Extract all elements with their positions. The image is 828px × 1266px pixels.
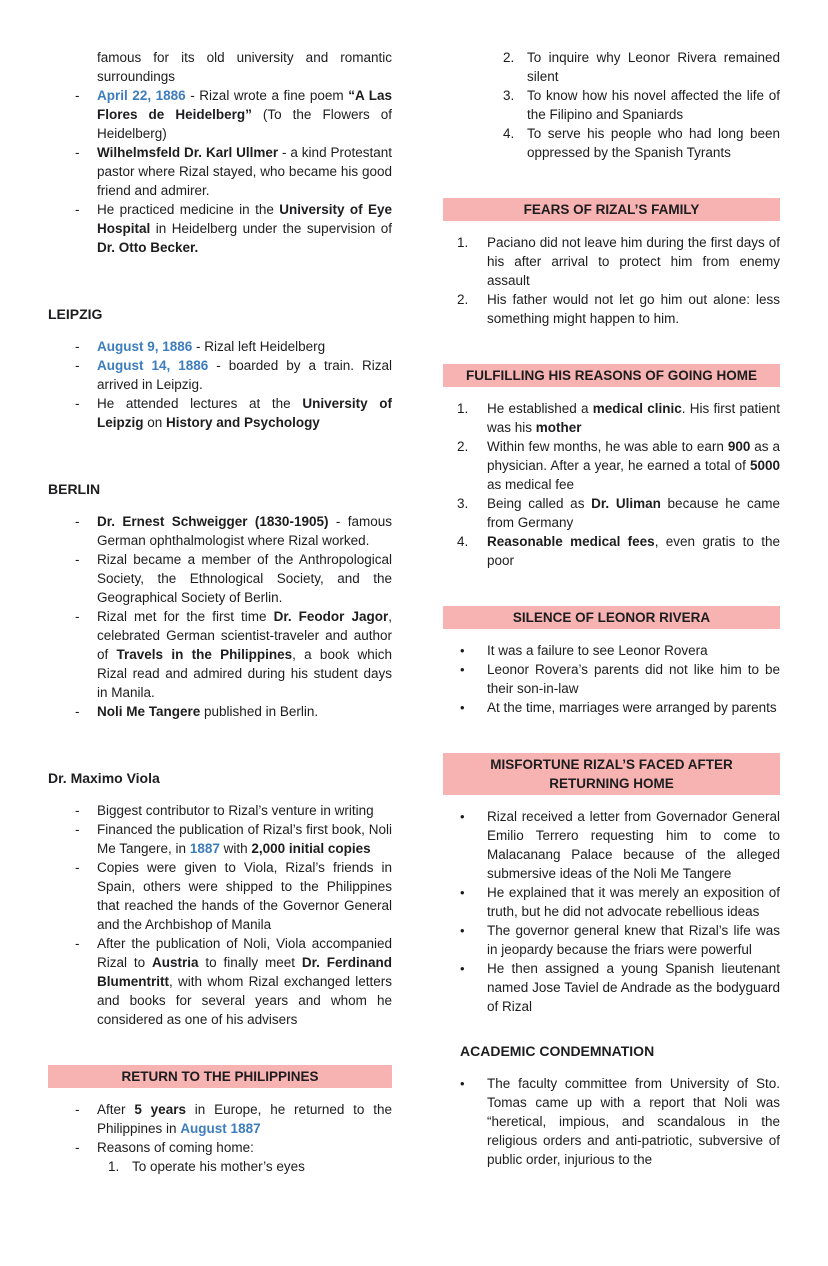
list-item	[48, 820, 392, 858]
text-segment: - Rizal wrote a fine poem	[185, 88, 349, 103]
dash-marker: -	[75, 396, 80, 411]
dash-marker: -	[75, 552, 80, 567]
list-item	[48, 550, 392, 607]
text-segment: After the publication of Noli, Viola accompanied Rizal to	[97, 936, 392, 970]
list-item	[443, 959, 780, 1016]
dash-marker: -	[75, 358, 80, 373]
list-item	[48, 934, 392, 1029]
text-segment: to finally meet	[198, 955, 302, 970]
text-segment: because he came from Germany	[487, 496, 780, 530]
paragraph	[48, 48, 392, 86]
text-segment: - famous German ophthalmologist where Rizal worked.	[97, 514, 392, 548]
section-banner: RETURN TO THE PHILIPPINES	[48, 1065, 392, 1088]
list-item	[48, 356, 392, 394]
list-item	[443, 86, 780, 124]
text-segment: University of Eye Hospital	[97, 202, 393, 236]
dash-list	[48, 337, 392, 432]
text-segment: Dr. Otto Becker.	[97, 240, 199, 255]
list-item	[48, 86, 392, 143]
text-segment: as a physician. After a year, he earned a total of	[487, 439, 780, 473]
text-segment: The governor general knew that Rizal’s life was in jeopardy because the friars were powerful	[487, 923, 780, 957]
bullet-list	[443, 641, 780, 717]
number-marker: 1.	[457, 401, 469, 416]
bullet-marker: •	[460, 1076, 465, 1091]
text-segment: - Rizal left Heidelberg	[192, 339, 326, 354]
text-segment: To operate his mother’s eyes	[132, 1159, 305, 1174]
list-item	[443, 233, 780, 290]
dash-marker: -	[75, 145, 80, 160]
list-item	[443, 1074, 780, 1169]
text-segment: 5 years	[134, 1102, 186, 1117]
text-segment: He then assigned a young Spanish lieutenant named Jose Taviel de Andrade as the bodyguard of Rizal	[487, 961, 780, 1014]
bullet-list	[443, 807, 780, 1016]
dash-marker: -	[75, 860, 80, 875]
list-item	[443, 660, 780, 698]
section-banner: FULFILLING HIS REASONS OF GOING HOME	[443, 364, 780, 387]
section-heading: ACADEMIC CONDEMNATION	[460, 1043, 655, 1059]
list-item	[443, 641, 780, 660]
list-item	[443, 494, 780, 532]
text-segment: as medical fee	[487, 477, 575, 492]
list-item	[48, 702, 392, 721]
text-segment: - a kind Protestant pastor where Rizal stayed, who became his good friend and admirer.	[97, 145, 393, 198]
text-segment: Dr. Uliman	[591, 496, 661, 511]
list-item	[443, 399, 780, 437]
text-segment: in Europe, he returned to the Philippines in	[97, 1102, 393, 1136]
dash-marker: -	[75, 822, 80, 837]
text-segment: August 1887	[180, 1121, 261, 1136]
number-marker: 3.	[503, 88, 515, 103]
list-item	[443, 883, 780, 921]
section-banner: SILENCE OF LEONOR RIVERA	[443, 606, 780, 629]
text-segment: After	[97, 1102, 135, 1117]
right-column	[443, 48, 780, 1169]
dash-marker: -	[75, 609, 80, 624]
text-segment: , with whom Rizal exchanged letters and books for several years and whom he considered as one of his advisers	[97, 974, 392, 1027]
bullet-marker: •	[460, 961, 465, 976]
text-segment: To serve his people who had long been oppressed by the Spanish Tyrants	[527, 126, 780, 160]
text-segment: August 14, 1886	[97, 358, 209, 373]
list-item	[443, 807, 780, 883]
dash-marker: -	[75, 514, 80, 529]
list-item	[48, 858, 392, 934]
number-marker: 2.	[503, 50, 515, 65]
text-segment: Dr. Ernest Schweigger (1830-1905)	[97, 514, 329, 529]
text-segment: To know how his novel affected the life of the Filipino and Spaniards	[527, 88, 780, 122]
text-segment: Paciano did not leave him during the first days of his after arrival to protect him from enemy assault	[487, 235, 780, 288]
text-segment: , celebrated German scientist-traveler and author of	[97, 609, 392, 662]
list-item	[48, 143, 392, 200]
text-segment: Dr. Ferdinand Blumentritt	[97, 955, 392, 989]
list-item	[48, 394, 392, 432]
section-banner: MISFORTUNE RIZAL’S FACED AFTER RETURNING HOME	[443, 753, 780, 795]
list-item	[48, 607, 392, 702]
text-segment: in Heidelberg under the supervision of	[150, 221, 392, 236]
text-segment: published in Berlin.	[200, 704, 319, 719]
text-segment: At the time, marriages were arranged by parents	[487, 700, 777, 715]
text-segment: on	[143, 415, 167, 430]
text-segment: He established a	[487, 401, 593, 416]
text-segment: - boarded by a train. Rizal arrived in Leipzig.	[97, 358, 392, 392]
numnest-list	[48, 1157, 392, 1176]
text-segment: Travels in the Philippines	[116, 647, 293, 662]
dash-marker: -	[75, 936, 80, 951]
list-item	[443, 290, 780, 328]
text-segment: Rizal met for the first time	[97, 609, 274, 624]
dash-marker: -	[75, 88, 80, 103]
text-segment: Rizal received a letter from Governador General Emilio Terrero requesting him to come to Malacanang Palace because of the alleged submersive ideas of the Noli Me Tangere	[487, 809, 780, 881]
list-item	[48, 1157, 392, 1176]
numnest-list	[443, 48, 780, 162]
dash-marker: -	[75, 1140, 80, 1155]
dash-list	[48, 1100, 392, 1157]
num-list	[443, 399, 780, 570]
section-heading: BERLIN	[48, 481, 101, 497]
text-segment: Leonor Rovera’s parents did not like him to be their son-in-law	[487, 662, 780, 696]
section-heading: Dr. Maximo Viola	[48, 770, 160, 786]
list-item	[48, 801, 392, 820]
list-item	[443, 437, 780, 494]
list-item	[48, 200, 392, 257]
dash-marker: -	[75, 803, 80, 818]
num-list	[443, 233, 780, 328]
bullet-marker: •	[460, 885, 465, 900]
list-item	[48, 512, 392, 550]
bullet-marker: •	[460, 643, 465, 658]
text-segment: Dr. Feodor Jagor	[273, 609, 389, 624]
dash-list	[48, 512, 392, 721]
text-segment: To inquire why Leonor Rivera remained silent	[527, 50, 780, 84]
list-item	[443, 921, 780, 959]
text-segment: famous for its old university and romantic surroundings	[97, 50, 392, 84]
number-marker: 4.	[503, 126, 515, 141]
dash-list	[48, 801, 392, 1029]
list-item	[443, 48, 780, 86]
text-segment: His father would not let go him out alone: less something might happen to him.	[487, 292, 780, 326]
text-segment: It was a failure to see Leonor Rovera	[487, 643, 708, 658]
section-banner: FEARS OF RIZAL’S FAMILY	[443, 198, 780, 221]
text-segment: Copies were given to Viola, Rizal’s friends in Spain, others were shipped to the Philippines that reached the hands of the Governor General and the Archbishop of Manila	[97, 860, 392, 932]
number-marker: 2.	[457, 292, 469, 307]
left-column	[48, 48, 392, 1176]
number-marker: 4.	[457, 534, 469, 549]
list-item	[48, 337, 392, 356]
text-segment: Financed the publication of Rizal’s first book, Noli Me Tangere, in	[97, 822, 392, 856]
text-segment: medical clinic	[592, 401, 682, 416]
text-segment: with	[219, 841, 252, 856]
text-segment: , a book which Rizal read and admired during his student days in Manila.	[97, 647, 392, 700]
text-segment: Noli Me Tangere	[97, 704, 201, 719]
dash-marker: -	[75, 1102, 80, 1117]
text-segment: . His first patient was his	[487, 401, 780, 435]
text-segment: The faculty committee from University of Sto. Tomas came up with a report that Noli was “heretical, impious, and scandalous in the religious orders and anti-patriotic, subversive of public order, injurious to the	[487, 1076, 780, 1167]
number-marker: 3.	[457, 496, 469, 511]
text-segment: mother	[535, 420, 582, 435]
text-segment: He practiced medicine in the	[97, 202, 280, 217]
text-segment: 900	[727, 439, 751, 454]
text-segment: April 22, 1886	[97, 88, 186, 103]
list-item	[443, 698, 780, 717]
bullet-marker: •	[460, 923, 465, 938]
text-segment: Reasonable medical fees	[487, 534, 655, 549]
dash-marker: -	[75, 202, 80, 217]
text-segment: Within few months, he was able to earn	[487, 439, 728, 454]
dash-marker: -	[75, 704, 80, 719]
text-segment: 2,000 initial copies	[251, 841, 371, 856]
text-segment: August 9, 1886	[97, 339, 193, 354]
text-segment: , even gratis to the poor	[487, 534, 780, 568]
number-marker: 1.	[108, 1159, 120, 1174]
text-segment: “A Las Flores de Heidelberg”	[97, 88, 393, 122]
bullet-marker: •	[460, 700, 465, 715]
text-segment: He attended lectures at the	[97, 396, 303, 411]
text-segment: University of Leipzig	[97, 396, 392, 430]
text-segment: Being called as	[487, 496, 592, 511]
text-segment: He explained that it was merely an exposition of truth, but he did not advocate rebellious ideas	[487, 885, 780, 919]
list-item	[443, 124, 780, 162]
text-segment: Wilhelmsfeld Dr. Karl Ullmer	[97, 145, 279, 160]
bullet-marker: •	[460, 809, 465, 824]
text-segment: Rizal became a member of the Anthropological Society, the Ethnological Society, and the Geographical Society of Berlin.	[97, 552, 392, 605]
text-segment: Reasons of coming home:	[97, 1140, 254, 1155]
dash-marker: -	[75, 339, 80, 354]
bullet-marker: •	[460, 662, 465, 677]
text-segment: Austria	[152, 955, 199, 970]
list-item	[443, 532, 780, 570]
list-item	[48, 1100, 392, 1138]
text-segment: 5000	[749, 458, 780, 473]
bullet-list	[443, 1074, 780, 1169]
dash-list	[48, 86, 392, 257]
text-segment: History and Psychology	[166, 415, 320, 430]
text-segment: 1887	[189, 841, 220, 856]
text-segment: Biggest contributor to Rizal’s venture in writing	[97, 803, 374, 818]
number-marker: 2.	[457, 439, 469, 454]
text-segment: (To the Flowers of Heidelberg)	[97, 107, 392, 141]
number-marker: 1.	[457, 235, 469, 250]
list-item	[48, 1138, 392, 1157]
section-heading: LEIPZIG	[48, 306, 103, 322]
